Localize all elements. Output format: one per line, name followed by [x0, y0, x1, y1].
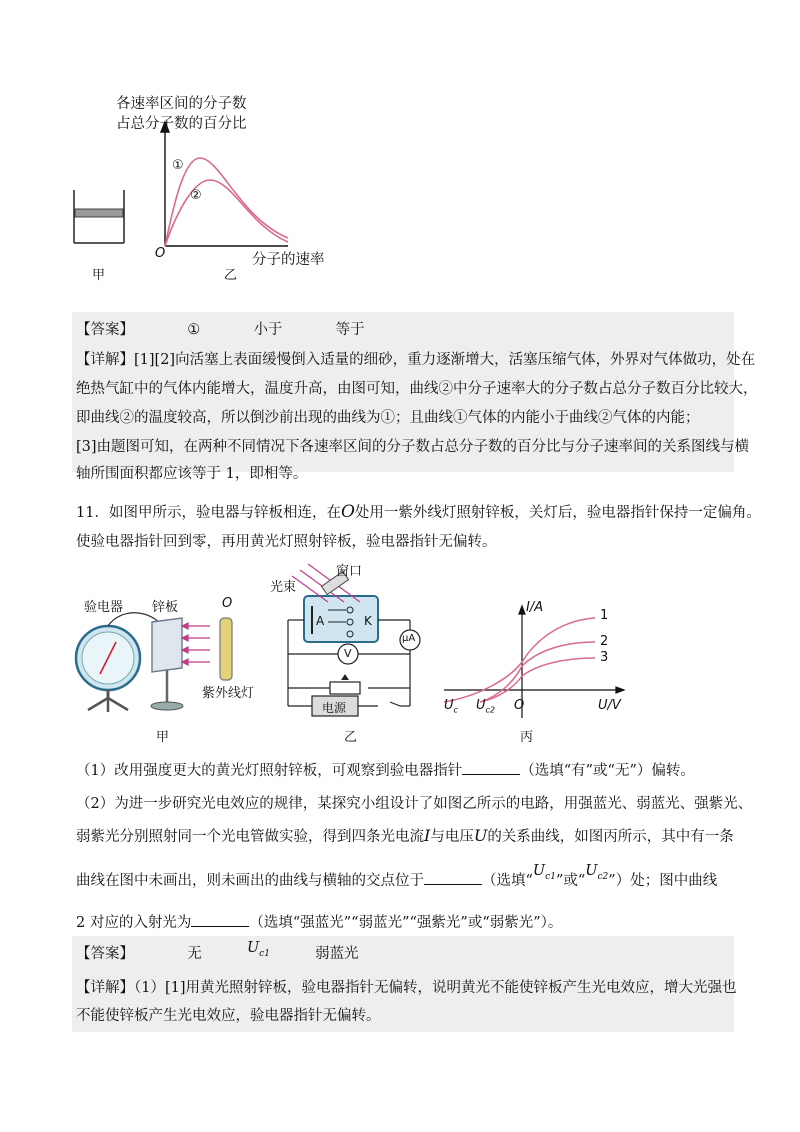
fig2-caption-bing: 丙 [520, 730, 534, 745]
answer-10-tag: 【答案】 [76, 322, 134, 338]
label-electroscope: 验电器 [84, 600, 124, 615]
figure-2 [60, 558, 760, 750]
blank-2[interactable] [424, 870, 482, 885]
label-window: 窗口 [336, 564, 363, 579]
fig1-xlabel: 分子的速率 [252, 252, 325, 268]
detail-10-tag: 【详解】 [76, 352, 134, 368]
answer-11-tag: 【答案】 [76, 946, 134, 962]
label-cathode: K [364, 614, 372, 628]
q11-line-2: 使验电器指针回到零，再用黄光灯照射锌板，验电器指针无偏转。 [76, 534, 497, 550]
label-uv-lamp: 紫外线灯 [202, 686, 255, 701]
label-uc2: $U_{c2}$ [476, 698, 496, 715]
label-power: 电源 [322, 701, 347, 715]
fig1-origin: O [155, 246, 166, 261]
answer-11-a3: 弱蓝光 [315, 946, 359, 962]
q11-line-1: 11．如图甲所示，验电器与锌板相连，在O处用一紫外线灯照射锌板，关灯后，验电器指针保持一定偏角。 [76, 502, 761, 522]
figure-1 [60, 88, 360, 288]
fig2-caption-yi: 乙 [344, 730, 358, 745]
q11-part-2-line-2: 弱紫光分别照射同一个光电管做实验，得到四条光电流I与电压U的关系曲线，如图丙所示，其中有一条 [76, 826, 734, 845]
detail-11-line-2: 不能使锌板产生光电效应，验电器指针无偏转。 [76, 1008, 381, 1024]
uv-lamp-tube [220, 618, 232, 680]
label-uc: $U_c$ [444, 698, 458, 715]
detail-11-tag: 【详解】 [76, 980, 134, 996]
iu-curve-2 [480, 642, 595, 702]
curve-2 [165, 180, 288, 246]
fig1-caption-jia: 甲 [92, 268, 106, 283]
electroscope [76, 626, 140, 712]
label-voltmeter: V [344, 647, 352, 660]
detail-11-line-1: 【详解】（1）[1]用黄光照射锌板，验电器指针无偏转，说明黄光不能使锌板产生光电效应，增大光强也 [76, 980, 737, 996]
label-zinc-plate: 锌板 [152, 600, 179, 615]
label-anode: A [316, 614, 325, 628]
q11-part-2-line-4: 2 对应的入射光为 （选填“强蓝光”“弱蓝光”“强紫光”或“弱紫光”）。 [76, 912, 562, 933]
answer-11-row [76, 940, 359, 970]
detail-10-line-1: 【详解】[1][2]向活塞上表面缓慢倒入适量的细砂，重力逐渐增大，活塞压缩气体，外界对气体做功，处在 [76, 352, 756, 368]
blank-3[interactable] [191, 912, 249, 927]
curve-2-label: ② [190, 188, 202, 203]
uv-rays [182, 623, 210, 665]
piston [75, 209, 123, 217]
detail-10-line-3: 即曲线②的温度较高，所以倒沙前出现的曲线为①；且曲线①气体的内能小于曲线②气体的内能； [76, 410, 700, 426]
q11-part-1: （1）改用强度更大的黄光灯照射锌板，可观察到验电器指针 （选填“有”或“无”）偏转。 [76, 760, 695, 781]
fig1-caption-yi: 乙 [224, 268, 238, 283]
fig2-caption-jia: 甲 [156, 730, 170, 745]
answer-10-a1: ① [187, 322, 201, 338]
iu-curve-3 [480, 658, 595, 702]
label-beam: 光束 [270, 580, 297, 595]
label-curve-1: 1 [600, 608, 609, 623]
label-curve-2: 2 [600, 634, 609, 649]
answer-10-a2: 小于 [253, 322, 283, 338]
curve-1-label: ① [172, 158, 184, 173]
label-o: O [222, 596, 233, 611]
label-iu-origin: O [514, 698, 525, 713]
detail-10-line-5: 轴所围面积都应该等于 1，即相等。 [76, 466, 308, 482]
zinc-plate [151, 618, 183, 710]
slider [341, 674, 349, 680]
answer-10-a3: 等于 [335, 322, 365, 338]
answer-11-a2: $U_{c1}$ [246, 940, 270, 959]
q11-part-2-line-1: （2）为进一步研究光电效应的规律，某探究小组设计了如图乙所示的电路，用强蓝光、弱蓝光、强紫光、 [76, 796, 753, 812]
iu-axes [444, 606, 624, 718]
detail-10-line-2: 绝热气缸中的气体内能增大，温度升高，由图可知，曲线②中分子速率大的分子数占总分子数百分比较大， [76, 381, 758, 397]
blank-1[interactable] [462, 760, 520, 775]
label-axis-uv: U/V [598, 698, 621, 713]
figure-2-svg [60, 558, 760, 750]
fig1-ylabel-1: 各速率区间的分子数 [116, 96, 247, 112]
answer-11-a1: 无 [187, 946, 202, 962]
label-microammeter: μA [402, 633, 416, 644]
label-curve-3: 3 [600, 650, 609, 665]
label-axis-ia: I/A [526, 600, 544, 615]
detail-10-line-4: [3]由题图可知，在两种不同情况下各速率区间的分子数占总分子数的百分比与分子速率间的关系图线与横 [76, 439, 750, 455]
answer-10-row [76, 320, 365, 340]
q11-part-2-line-3: 曲线在图中未画出，则未画出的曲线与横轴的交点位于 （选填“$U_{c1}$”或“$U_{c2}$”）处；图中曲线 [76, 863, 718, 889]
fig1-ylabel-2: 占总分子数的百分比 [116, 116, 247, 132]
